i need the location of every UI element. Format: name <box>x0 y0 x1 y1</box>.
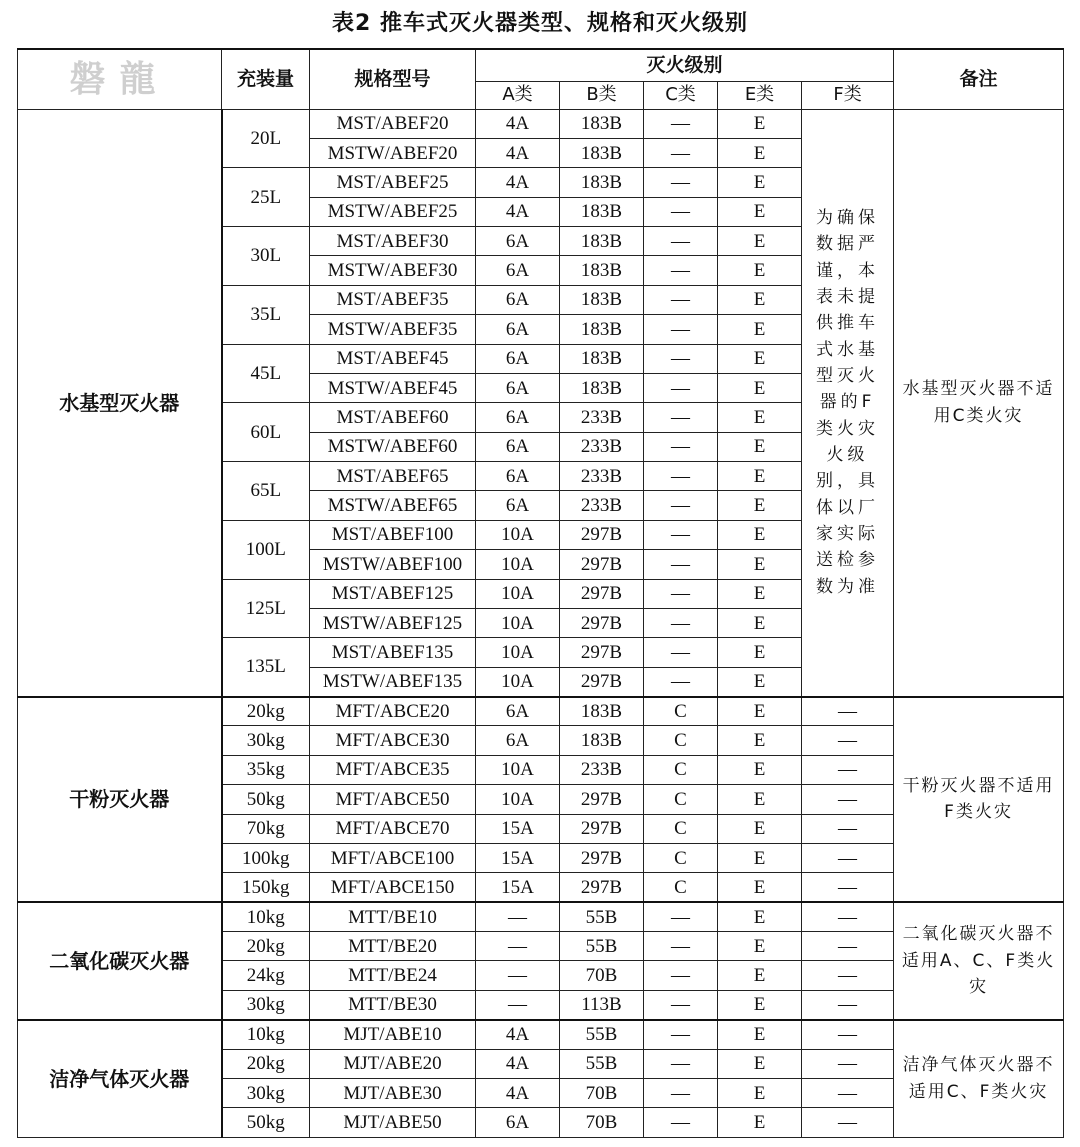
class-b-cell: 183B <box>560 197 644 226</box>
capacity-cell: 65L <box>222 462 310 521</box>
model-cell: MFT/ABCE150 <box>310 873 476 902</box>
capacity-cell: 60L <box>222 403 310 462</box>
header-model: 规格型号 <box>310 49 476 109</box>
class-f-cell: — <box>802 932 894 961</box>
model-cell: MFT/ABCE35 <box>310 755 476 784</box>
header-remark: 备注 <box>894 49 1064 109</box>
class-e-cell: E <box>718 403 802 432</box>
class-f-cell: — <box>802 755 894 784</box>
class-c-cell: — <box>644 109 718 138</box>
model-cell: MST/ABEF30 <box>310 227 476 256</box>
capacity-cell: 30kg <box>222 726 310 755</box>
class-a-cell: 10A <box>476 520 560 549</box>
class-b-cell: 183B <box>560 373 644 402</box>
class-b-cell: 55B <box>560 932 644 961</box>
class-c-cell: C <box>644 755 718 784</box>
class-e-cell: E <box>718 961 802 990</box>
model-cell: MST/ABEF45 <box>310 344 476 373</box>
model-cell: MTT/BE24 <box>310 961 476 990</box>
class-c-cell: — <box>644 961 718 990</box>
class-f-cell: — <box>802 1020 894 1049</box>
class-a-cell: — <box>476 961 560 990</box>
header-class-a: A类 <box>476 81 560 109</box>
class-e-cell: E <box>718 1049 802 1078</box>
class-b-cell: 233B <box>560 403 644 432</box>
class-e-cell: E <box>718 520 802 549</box>
model-cell: MST/ABEF100 <box>310 520 476 549</box>
class-c-cell: — <box>644 462 718 491</box>
class-c-cell: — <box>644 315 718 344</box>
class-f-cell: — <box>802 1078 894 1107</box>
class-e-cell: E <box>718 932 802 961</box>
class-e-cell: E <box>718 344 802 373</box>
model-cell: MST/ABEF125 <box>310 579 476 608</box>
capacity-cell: 10kg <box>222 902 310 931</box>
class-c-cell: — <box>644 168 718 197</box>
class-a-cell: 6A <box>476 432 560 461</box>
header-class-b: B类 <box>560 81 644 109</box>
class-b-cell: 297B <box>560 785 644 814</box>
capacity-cell: 45L <box>222 344 310 403</box>
class-a-cell: 10A <box>476 638 560 667</box>
class-c-cell: — <box>644 432 718 461</box>
class-a-cell: 6A <box>476 373 560 402</box>
class-e-cell: E <box>718 491 802 520</box>
capacity-cell: 50kg <box>222 1108 310 1138</box>
capacity-cell: 35kg <box>222 755 310 784</box>
class-b-cell: 297B <box>560 873 644 902</box>
extinguisher-type: 洁净气体灭火器 <box>18 1020 222 1138</box>
class-e-cell: E <box>718 432 802 461</box>
model-cell: MSTW/ABEF30 <box>310 256 476 285</box>
model-cell: MST/ABEF35 <box>310 285 476 314</box>
header-capacity: 充装量 <box>222 49 310 109</box>
class-b-cell: 183B <box>560 138 644 167</box>
class-e-cell: E <box>718 902 802 931</box>
class-b-cell: 70B <box>560 961 644 990</box>
class-b-cell: 183B <box>560 256 644 285</box>
model-cell: MFT/ABCE70 <box>310 814 476 843</box>
class-e-cell: E <box>718 285 802 314</box>
capacity-cell: 30kg <box>222 990 310 1019</box>
table-row <box>18 697 1064 726</box>
class-e-cell: E <box>718 814 802 843</box>
class-c-cell: — <box>644 902 718 931</box>
extinguisher-type: 水基型灭火器 <box>18 109 222 697</box>
class-c-cell: C <box>644 814 718 843</box>
class-a-cell: 10A <box>476 755 560 784</box>
class-b-cell: 113B <box>560 990 644 1019</box>
model-cell: MST/ABEF135 <box>310 638 476 667</box>
class-b-cell: 183B <box>560 168 644 197</box>
model-cell: MFT/ABCE100 <box>310 843 476 872</box>
capacity-cell: 50kg <box>222 785 310 814</box>
class-a-cell: 4A <box>476 138 560 167</box>
class-a-cell: 10A <box>476 785 560 814</box>
class-e-cell: E <box>718 608 802 637</box>
model-cell: MFT/ABCE50 <box>310 785 476 814</box>
class-e-cell: E <box>718 373 802 402</box>
class-e-cell: E <box>718 726 802 755</box>
logo-cell <box>18 49 222 109</box>
class-e-cell: E <box>718 109 802 138</box>
class-f-cell: — <box>802 843 894 872</box>
class-c-cell: C <box>644 785 718 814</box>
class-e-cell: E <box>718 843 802 872</box>
model-cell: MSTW/ABEF135 <box>310 667 476 696</box>
table-row <box>18 902 1064 931</box>
class-c-cell: — <box>644 1078 718 1107</box>
model-cell: MSTW/ABEF65 <box>310 491 476 520</box>
model-cell: MJT/ABE10 <box>310 1020 476 1049</box>
class-b-cell: 183B <box>560 227 644 256</box>
class-e-cell: E <box>718 197 802 226</box>
class-b-cell: 297B <box>560 579 644 608</box>
class-e-cell: E <box>718 1078 802 1107</box>
model-cell: MSTW/ABEF45 <box>310 373 476 402</box>
class-a-cell: 4A <box>476 1020 560 1049</box>
class-e-cell: E <box>718 315 802 344</box>
class-b-cell: 233B <box>560 462 644 491</box>
model-cell: MFT/ABCE30 <box>310 726 476 755</box>
class-e-cell: E <box>718 227 802 256</box>
class-f-cell: — <box>802 1049 894 1078</box>
class-b-cell: 297B <box>560 550 644 579</box>
model-cell: MJT/ABE30 <box>310 1078 476 1107</box>
class-a-cell: 6A <box>476 1108 560 1138</box>
model-cell: MSTW/ABEF35 <box>310 315 476 344</box>
class-a-cell: 10A <box>476 579 560 608</box>
class-c-cell: — <box>644 1049 718 1078</box>
class-c-cell: — <box>644 344 718 373</box>
model-cell: MSTW/ABEF20 <box>310 138 476 167</box>
class-e-cell: E <box>718 697 802 726</box>
class-b-cell: 297B <box>560 814 644 843</box>
class-b-cell: 297B <box>560 520 644 549</box>
capacity-cell: 20L <box>222 109 310 168</box>
model-cell: MST/ABEF25 <box>310 168 476 197</box>
remark-note: 洁净气体灭火器不适用C、F类火灾 <box>894 1020 1064 1138</box>
class-f-cell: — <box>802 814 894 843</box>
class-c-cell: — <box>644 932 718 961</box>
remark-note: 二氧化碳灭火器不适用A、C、F类火灾 <box>894 902 1064 1020</box>
page-title: 表2 推车式灭火器类型、规格和灭火级别 <box>332 11 748 36</box>
extinguisher-type: 干粉灭火器 <box>18 697 222 903</box>
class-e-cell: E <box>718 1108 802 1138</box>
class-b-cell: 183B <box>560 344 644 373</box>
class-f-cell: — <box>802 697 894 726</box>
remark-note: 水基型灭火器不适用C类火灾 <box>894 109 1064 697</box>
class-c-cell: — <box>644 227 718 256</box>
class-f-cell: — <box>802 873 894 902</box>
model-cell: MFT/ABCE20 <box>310 697 476 726</box>
class-a-cell: 4A <box>476 109 560 138</box>
class-e-cell: E <box>718 256 802 285</box>
f-class-note: 为确保数据严谨，本表未提供推车式水基型灭火器的F类火灾火级别，具体以厂家实际送检参数为准 <box>802 109 894 697</box>
capacity-cell: 20kg <box>222 1049 310 1078</box>
model-cell: MTT/BE20 <box>310 932 476 961</box>
class-c-cell: — <box>644 608 718 637</box>
class-f-cell: — <box>802 990 894 1019</box>
capacity-cell: 100kg <box>222 843 310 872</box>
class-e-cell: E <box>718 990 802 1019</box>
class-f-cell: — <box>802 961 894 990</box>
class-a-cell: 6A <box>476 256 560 285</box>
model-cell: MSTW/ABEF25 <box>310 197 476 226</box>
logo: 磐龍 <box>69 58 170 101</box>
class-a-cell: — <box>476 932 560 961</box>
class-e-cell: E <box>718 667 802 696</box>
class-c-cell: — <box>644 990 718 1019</box>
capacity-cell: 24kg <box>222 961 310 990</box>
class-b-cell: 55B <box>560 1049 644 1078</box>
class-a-cell: 6A <box>476 227 560 256</box>
class-e-cell: E <box>718 873 802 902</box>
capacity-cell: 25L <box>222 168 310 227</box>
class-a-cell: 6A <box>476 726 560 755</box>
class-f-cell: — <box>802 726 894 755</box>
class-a-cell: 15A <box>476 873 560 902</box>
capacity-cell: 10kg <box>222 1020 310 1049</box>
extinguisher-type: 二氧化碳灭火器 <box>18 902 222 1020</box>
class-b-cell: 183B <box>560 697 644 726</box>
capacity-cell: 35L <box>222 285 310 344</box>
model-cell: MST/ABEF60 <box>310 403 476 432</box>
header-rating-group: 灭火级别 <box>476 49 894 81</box>
class-e-cell: E <box>718 550 802 579</box>
class-c-cell: — <box>644 667 718 696</box>
model-cell: MJT/ABE50 <box>310 1108 476 1138</box>
class-a-cell: — <box>476 990 560 1019</box>
class-b-cell: 55B <box>560 902 644 931</box>
class-a-cell: 4A <box>476 197 560 226</box>
class-c-cell: — <box>644 403 718 432</box>
class-b-cell: 70B <box>560 1078 644 1107</box>
class-c-cell: — <box>644 520 718 549</box>
class-c-cell: — <box>644 550 718 579</box>
class-a-cell: 6A <box>476 491 560 520</box>
class-a-cell: 6A <box>476 285 560 314</box>
class-c-cell: — <box>644 256 718 285</box>
table-row <box>18 1020 1064 1049</box>
class-c-cell: — <box>644 491 718 520</box>
model-cell: MST/ABEF20 <box>310 109 476 138</box>
capacity-cell: 150kg <box>222 873 310 902</box>
model-cell: MSTW/ABEF100 <box>310 550 476 579</box>
class-b-cell: 297B <box>560 638 644 667</box>
class-c-cell: — <box>644 579 718 608</box>
class-b-cell: 183B <box>560 285 644 314</box>
capacity-cell: 100L <box>222 520 310 579</box>
class-b-cell: 70B <box>560 1108 644 1138</box>
class-e-cell: E <box>718 168 802 197</box>
class-e-cell: E <box>718 579 802 608</box>
class-b-cell: 55B <box>560 1020 644 1049</box>
model-cell: MTT/BE10 <box>310 902 476 931</box>
class-c-cell: C <box>644 697 718 726</box>
capacity-cell: 30L <box>222 227 310 286</box>
capacity-cell: 70kg <box>222 814 310 843</box>
class-a-cell: 6A <box>476 315 560 344</box>
class-a-cell: 10A <box>476 667 560 696</box>
class-c-cell: — <box>644 1020 718 1049</box>
class-b-cell: 233B <box>560 491 644 520</box>
class-c-cell: C <box>644 873 718 902</box>
class-c-cell: — <box>644 373 718 402</box>
class-a-cell: 10A <box>476 608 560 637</box>
class-c-cell: — <box>644 1108 718 1138</box>
class-a-cell: 4A <box>476 1049 560 1078</box>
class-f-cell: — <box>802 785 894 814</box>
header-class-e: E类 <box>718 81 802 109</box>
class-f-cell: — <box>802 1108 894 1138</box>
capacity-cell: 20kg <box>222 697 310 726</box>
table-body <box>18 109 1064 1138</box>
class-a-cell: 4A <box>476 1078 560 1107</box>
table-row <box>18 109 1064 138</box>
model-cell: MSTW/ABEF125 <box>310 608 476 637</box>
model-cell: MJT/ABE20 <box>310 1049 476 1078</box>
class-a-cell: 15A <box>476 843 560 872</box>
class-c-cell: C <box>644 843 718 872</box>
class-b-cell: 297B <box>560 843 644 872</box>
class-a-cell: 4A <box>476 168 560 197</box>
capacity-cell: 30kg <box>222 1078 310 1107</box>
header-class-f: F类 <box>802 81 894 109</box>
class-a-cell: 6A <box>476 697 560 726</box>
capacity-cell: 125L <box>222 579 310 638</box>
class-a-cell: 6A <box>476 462 560 491</box>
class-b-cell: 183B <box>560 726 644 755</box>
class-b-cell: 183B <box>560 315 644 344</box>
class-c-cell: — <box>644 285 718 314</box>
class-e-cell: E <box>718 755 802 784</box>
class-c-cell: — <box>644 197 718 226</box>
class-c-cell: — <box>644 638 718 667</box>
class-c-cell: C <box>644 726 718 755</box>
class-a-cell: 6A <box>476 403 560 432</box>
class-b-cell: 297B <box>560 667 644 696</box>
class-a-cell: — <box>476 902 560 931</box>
class-e-cell: E <box>718 138 802 167</box>
class-b-cell: 233B <box>560 432 644 461</box>
class-e-cell: E <box>718 1020 802 1049</box>
class-b-cell: 233B <box>560 755 644 784</box>
class-b-cell: 297B <box>560 608 644 637</box>
class-e-cell: E <box>718 638 802 667</box>
class-a-cell: 10A <box>476 550 560 579</box>
class-e-cell: E <box>718 462 802 491</box>
class-a-cell: 6A <box>476 344 560 373</box>
model-cell: MSTW/ABEF60 <box>310 432 476 461</box>
class-a-cell: 15A <box>476 814 560 843</box>
capacity-cell: 20kg <box>222 932 310 961</box>
class-b-cell: 183B <box>560 109 644 138</box>
class-f-cell: — <box>802 902 894 931</box>
header-class-c: C类 <box>644 81 718 109</box>
capacity-cell: 135L <box>222 638 310 697</box>
remark-note: 干粉灭火器不适用F类火灾 <box>894 697 1064 903</box>
model-cell: MST/ABEF65 <box>310 462 476 491</box>
class-e-cell: E <box>718 785 802 814</box>
model-cell: MTT/BE30 <box>310 990 476 1019</box>
extinguisher-spec-table <box>17 48 1064 1138</box>
class-c-cell: — <box>644 138 718 167</box>
